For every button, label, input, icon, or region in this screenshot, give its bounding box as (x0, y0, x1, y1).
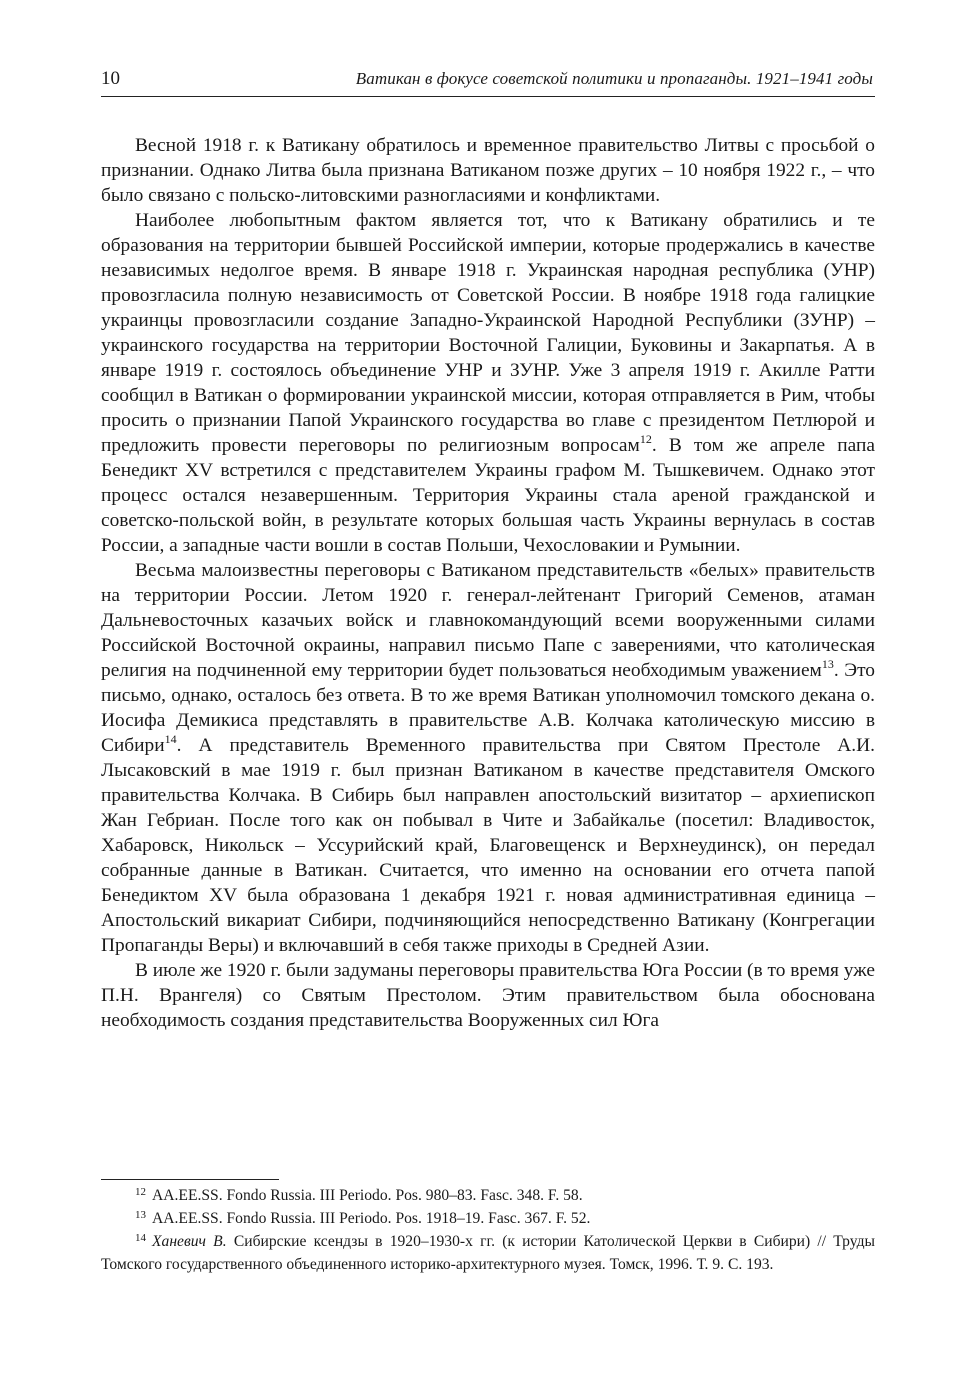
footnote-ref-13[interactable]: 13 (821, 656, 834, 671)
footnote-ref-12[interactable]: 12 (639, 431, 652, 446)
paragraph-3-text-a: Весьма малоизвестны переговоры с Ватиканом представительств «белых» правительств на территории России. Летом 1920 г. генерал-лейтенант Григорий Семенов, атаман Дальневосточных казачьих войск и главнокомандующий всеми вооруженными силами Российской Восточной окраины, направил письмо Папе с заверениями, что католическая религия на подчиненной ему территории будет пользоваться необходимым уважением (101, 560, 875, 681)
footnote-12 (101, 1185, 875, 1208)
footnote-13 (101, 1208, 875, 1231)
running-title: Ватикан в фокусе советской политики и пропаганды. 1921–1941 годы (355, 69, 873, 88)
footnote-text: AA.EE.SS. Fondo Russia. III Periodo. Pos. 980–83. Fasc. 348. F. 58. (152, 1187, 583, 1204)
footnote-separator (101, 1179, 279, 1180)
paragraph-2-text-b: . В том же апреле папа Бенедикт XV встретился с представителем Украины графом М. Тышкевичем. Однако этот процесс остался незавершенным. Территория Украины стала ареной гражданской и советско-польской войн, в результате которых большая часть Украины вернулась в состав России, а западные части вошли в состав Польши, Чехословакии и Румынии. (101, 435, 875, 556)
footnote-14 (101, 1231, 875, 1276)
paragraph-2 (101, 208, 875, 558)
paragraph-1: Весной 1918 г. к Ватикану обратилось и временное правительство Литвы с просьбой о признании. Однако Литва была признана Ватиканом позже других – 10 ноября 1922 г., – что было связано с польско-литовскими разногласиями и конфликтами. (101, 135, 875, 206)
paragraph-3-text-b: . Это письмо, однако, осталось без ответа. В то же время Ватикан уполномочил томского декана о. Иосифа Демикиса представлять в правительстве А.В. Колчака католическую миссию в Сибири (101, 660, 875, 756)
footnote-number: 12 (135, 1186, 146, 1198)
paragraph-3 (101, 558, 875, 958)
paragraph-4: В июле же 1920 г. были задуманы переговоры правительства Юга России (в то время уже П.Н. Врангеля) со Святым Престолом. Этим правительством была обоснована необходимость создания представительства Вооруженных сил Юга (101, 960, 875, 1031)
footnote-number: 13 (135, 1209, 146, 1221)
paragraph-3-text-c: . А представитель Временного правительства при Святом Престоле А.И. Лысаковский в мае 1919 г. был признан Ватиканом в качестве представителя Омского правительства Колчака. В Сибирь был направлен апостольский визитатор – архиепископ Жан Гебриан. После того как он побывал в Чите и Забайкалье (посетил: Владивосток, Хабаровск, Никольск – Уссурийский край, Благовещенск и Верхнеудинск), он передал собранные данные в Ватикан. Считается, что именно на основании его отчета папой Бенедиктом XV была образована 1 декабря 1921 г. новая административная единица – Апостольский викариат Сибири, подчиняющийся непосредственно Ватикану (Конгрегации Пропаганды Веры) и включавший в себя также приходы в Средней Азии. (101, 735, 875, 956)
footnote-number: 14 (135, 1232, 146, 1244)
footnote-text: Сибирские ксендзы в 1920–1930-х гг. (к истории Католической Церкви в Сибири) // Труды Томского государственного объединенного историко-архитектурного музея. Томск, 1996. Т. 9. С. 193. (101, 1233, 875, 1273)
main-text (101, 133, 875, 1033)
footnote-author: Ханевич В. (152, 1233, 227, 1250)
footnotes (101, 1185, 875, 1276)
footnote-text: AA.EE.SS. Fondo Russia. III Periodo. Pos. 1918–19. Fasc. 367. F. 52. (152, 1210, 591, 1227)
page-header (101, 66, 875, 97)
paragraph-2-text-a: Наиболее любопытным фактом является тот, что к Ватикану обратились и те образования на территории бывшей Российской империи, которые продержались в качестве независимых недолгое время. В январе 1918 г. Украинская народная республика (УНР) провозгласила полную независимость от Советской России. В ноябре 1918 года галицкие украинцы провозгласили создание Западно-Украинской Народной Республики (ЗУНР) – украинского государства на территории Восточной Галиции, Буковины и Закарпатья. А в январе 1919 г. состоялось объединение УНР и ЗУНР. Уже 3 апреля 1919 г. Акилле Ратти сообщил в Ватикан о формировании украинской миссии, которая отправляется в Рим, чтобы просить о признании Папой Украинского государства во главе с президентом Петлюрой и предложить провести переговоры по религиозным вопросам (101, 210, 875, 456)
page-number: 10 (101, 68, 120, 89)
footnote-ref-14[interactable]: 14 (164, 731, 177, 746)
